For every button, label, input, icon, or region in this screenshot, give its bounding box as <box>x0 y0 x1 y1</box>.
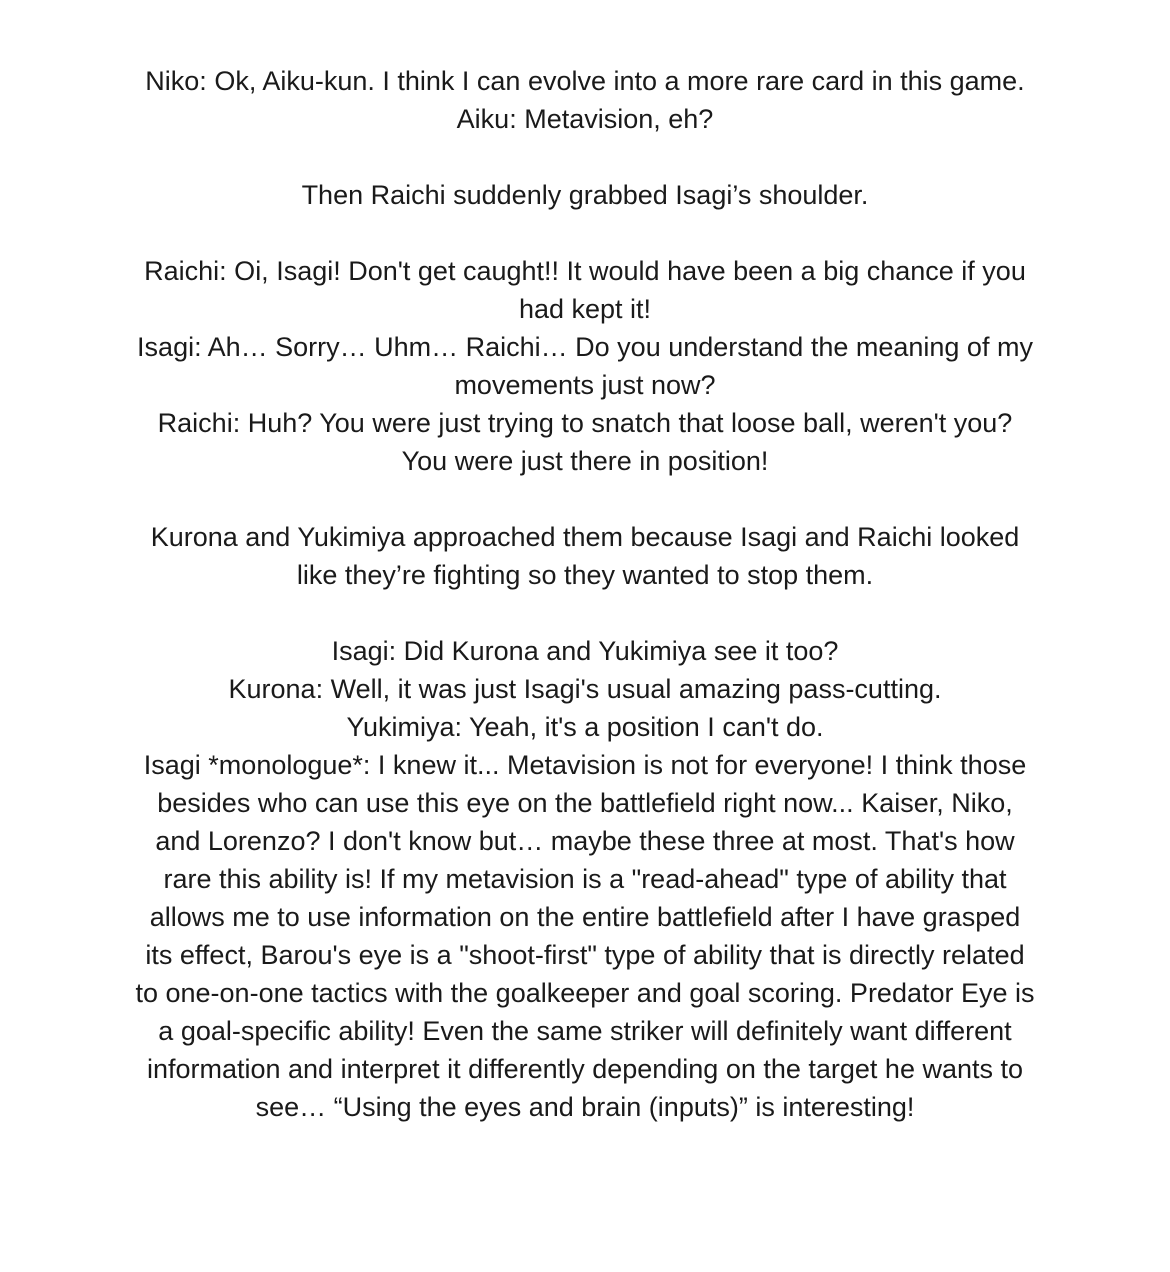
paragraph-gap <box>135 480 1035 518</box>
text-block-narration-raichi-grab <box>135 176 1035 214</box>
line-isagi-1: Isagi: Ah… Sorry… Uhm… Raichi… Do you understand the meaning of my movements just now? <box>137 332 1033 400</box>
paragraph-gap <box>135 138 1035 176</box>
line-aiku: Aiku: Metavision, eh? <box>456 104 714 134</box>
line-isagi-monologue: Isagi *monologue*: I knew it... Metavision is not for everyone! I think those besides who can use this eye on the battlefield right now... Kaiser, Niko, and Lorenzo? I don't know but… maybe these three at most. That's how rare this ability is! If my metavision is a "read-ahead" type of ability that allows me to use information on the entire battlefield after I have grasped its effect, Barou's eye is a "shoot-first" type of ability that is directly related to one-on-one tactics with the goalkeeper and goal scoring. Predator Eye is a goal-specific ability! Even the same striker will definitely want different information and interpret it differently depending on the target he wants to see… “Using the eyes and brain (inputs)” is interesting! <box>135 750 1035 1122</box>
line-raichi-1: Raichi: Oi, Isagi! Don't get caught!! It would have been a big chance if you had kept it! <box>144 256 1026 324</box>
line-narration-approach: Kurona and Yukimiya approached them because Isagi and Raichi looked like they’re fighting so they wanted to stop them. <box>150 522 1020 590</box>
paragraph-gap <box>135 214 1035 252</box>
text-block-niko-aiku <box>135 62 1035 138</box>
line-raichi-2: Raichi: Huh? You were just trying to snatch that loose ball, weren't you? You were just there in position! <box>157 408 1013 476</box>
line-narration-grab: Then Raichi suddenly grabbed Isagi’s shoulder. <box>301 180 869 210</box>
paragraph-gap <box>135 594 1035 632</box>
text-block-narration-approach <box>135 518 1035 594</box>
line-niko: Niko: Ok, Aiku-kun. I think I can evolve into a more rare card in this game. <box>145 66 1025 96</box>
line-isagi-2: Isagi: Did Kurona and Yukimiya see it too? <box>331 636 839 666</box>
text-block-raichi-isagi <box>135 252 1035 480</box>
line-kurona: Kurona: Well, it was just Isagi's usual amazing pass-cutting. <box>228 674 942 704</box>
text-block-isagi-kurona-yukimiya <box>135 632 1035 1126</box>
line-yukimiya: Yukimiya: Yeah, it's a position I can't do. <box>346 712 824 742</box>
document-body <box>135 62 1035 1126</box>
